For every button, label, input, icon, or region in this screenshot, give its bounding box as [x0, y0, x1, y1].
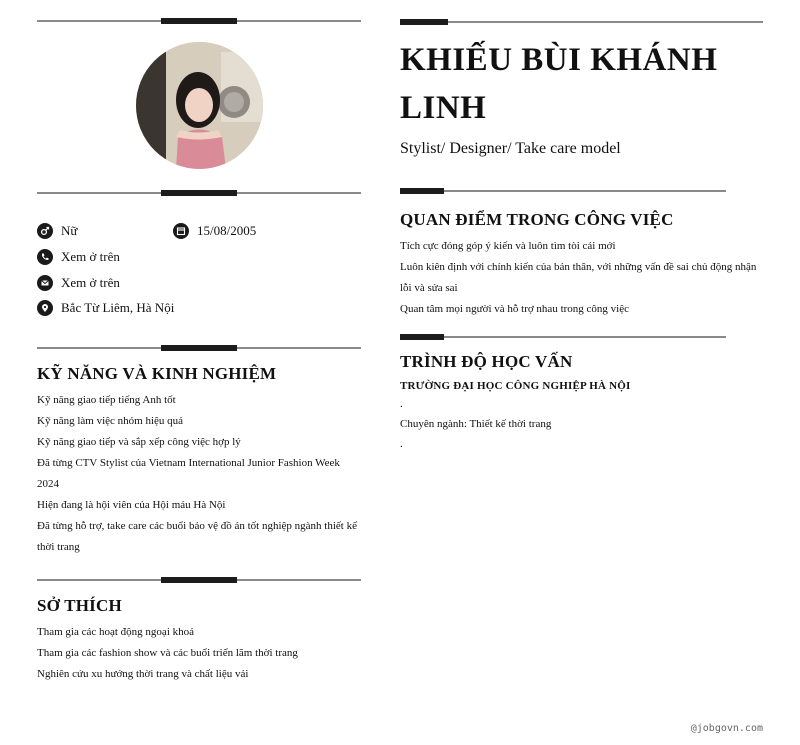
divider-hobbies	[37, 576, 361, 584]
avatar	[136, 42, 263, 169]
divider-education	[400, 333, 726, 341]
phone-icon	[37, 249, 53, 265]
hobbies-list	[37, 622, 357, 685]
contact-phone	[37, 248, 120, 266]
contact-email	[37, 274, 120, 292]
divider-top-right	[400, 18, 763, 26]
education-dot-1: .	[400, 398, 403, 410]
skills-list	[37, 390, 357, 558]
hobbies-title: SỞ THÍCH	[37, 596, 122, 615]
school-name: TRƯỜNG ĐẠI HỌC CÔNG NGHIỆP HÀ NỘI	[400, 380, 631, 392]
list-item: Kỹ năng giao tiếp và sắp xếp công việc hợp lý	[37, 436, 241, 448]
work-view-title: QUAN ĐIỂM TRONG CÔNG VIỆC	[400, 210, 674, 229]
gender-text: Nữ	[61, 223, 78, 238]
divider-below-avatar	[37, 189, 361, 197]
candidate-name: KHIẾU BÙI KHÁNH LINH	[400, 42, 718, 126]
list-item: Tham gia các hoạt động ngoại khoá	[37, 626, 195, 638]
contact-birthdate	[173, 222, 256, 240]
list-item: Đã từng CTV Stylist của Vietnam International Junior Fashion Week 2024	[37, 457, 340, 490]
list-item: Kỹ năng làm việc nhóm hiệu quả	[37, 415, 184, 427]
candidate-subtitle: Stylist/ Designer/ Take care model	[400, 140, 621, 157]
avatar-photo	[136, 42, 263, 169]
education-title: TRÌNH ĐỘ HỌC VẤN	[400, 352, 573, 371]
list-item: Tích cực đóng góp ý kiến và luôn tìm tòi cái mới	[400, 240, 616, 252]
work-view-list	[400, 236, 766, 320]
divider-top-left	[37, 17, 361, 25]
birthdate-text: 15/08/2005	[197, 223, 257, 238]
education-major: Chuyên ngành: Thiết kế thời trang	[400, 418, 552, 430]
email-icon	[37, 275, 53, 291]
contact-address	[37, 299, 174, 317]
email-text: Xem ở trên	[61, 275, 120, 290]
education-dot-2: .	[400, 438, 403, 450]
gender-icon	[37, 223, 53, 239]
list-item: Nghiên cứu xu hướng thời trang và chất liệu vải	[37, 668, 249, 680]
list-item: Quan tâm mọi người và hỗ trợ nhau trong công việc	[400, 303, 629, 315]
location-icon	[37, 300, 53, 316]
divider-skills	[37, 344, 361, 352]
list-item: Kỹ năng giao tiếp tiếng Anh tốt	[37, 394, 176, 406]
list-item: Đã từng hỗ trợ, take care các buổi bảo vệ đồ án tốt nghiệp ngành thiết kế thời trang	[37, 520, 357, 553]
watermark: @jobgovn.com	[690, 723, 763, 734]
divider-work-view	[400, 187, 726, 195]
list-item: Luôn kiên định với chính kiến của bản thân, với những vấn đề sai chủ động nhận lỗi và sửa sai	[400, 261, 757, 294]
phone-text: Xem ở trên	[61, 249, 120, 264]
contact-gender	[37, 222, 77, 240]
calendar-icon	[173, 223, 189, 239]
list-item: Hiện đang là hội viên của Hội máu Hà Nội	[37, 499, 226, 511]
skills-title: KỸ NĂNG VÀ KINH NGHIỆM	[37, 364, 277, 383]
address-text: Bắc Từ Liêm, Hà Nội	[61, 300, 175, 315]
list-item: Tham gia các fashion show và các buổi triển lãm thời trang	[37, 647, 298, 659]
